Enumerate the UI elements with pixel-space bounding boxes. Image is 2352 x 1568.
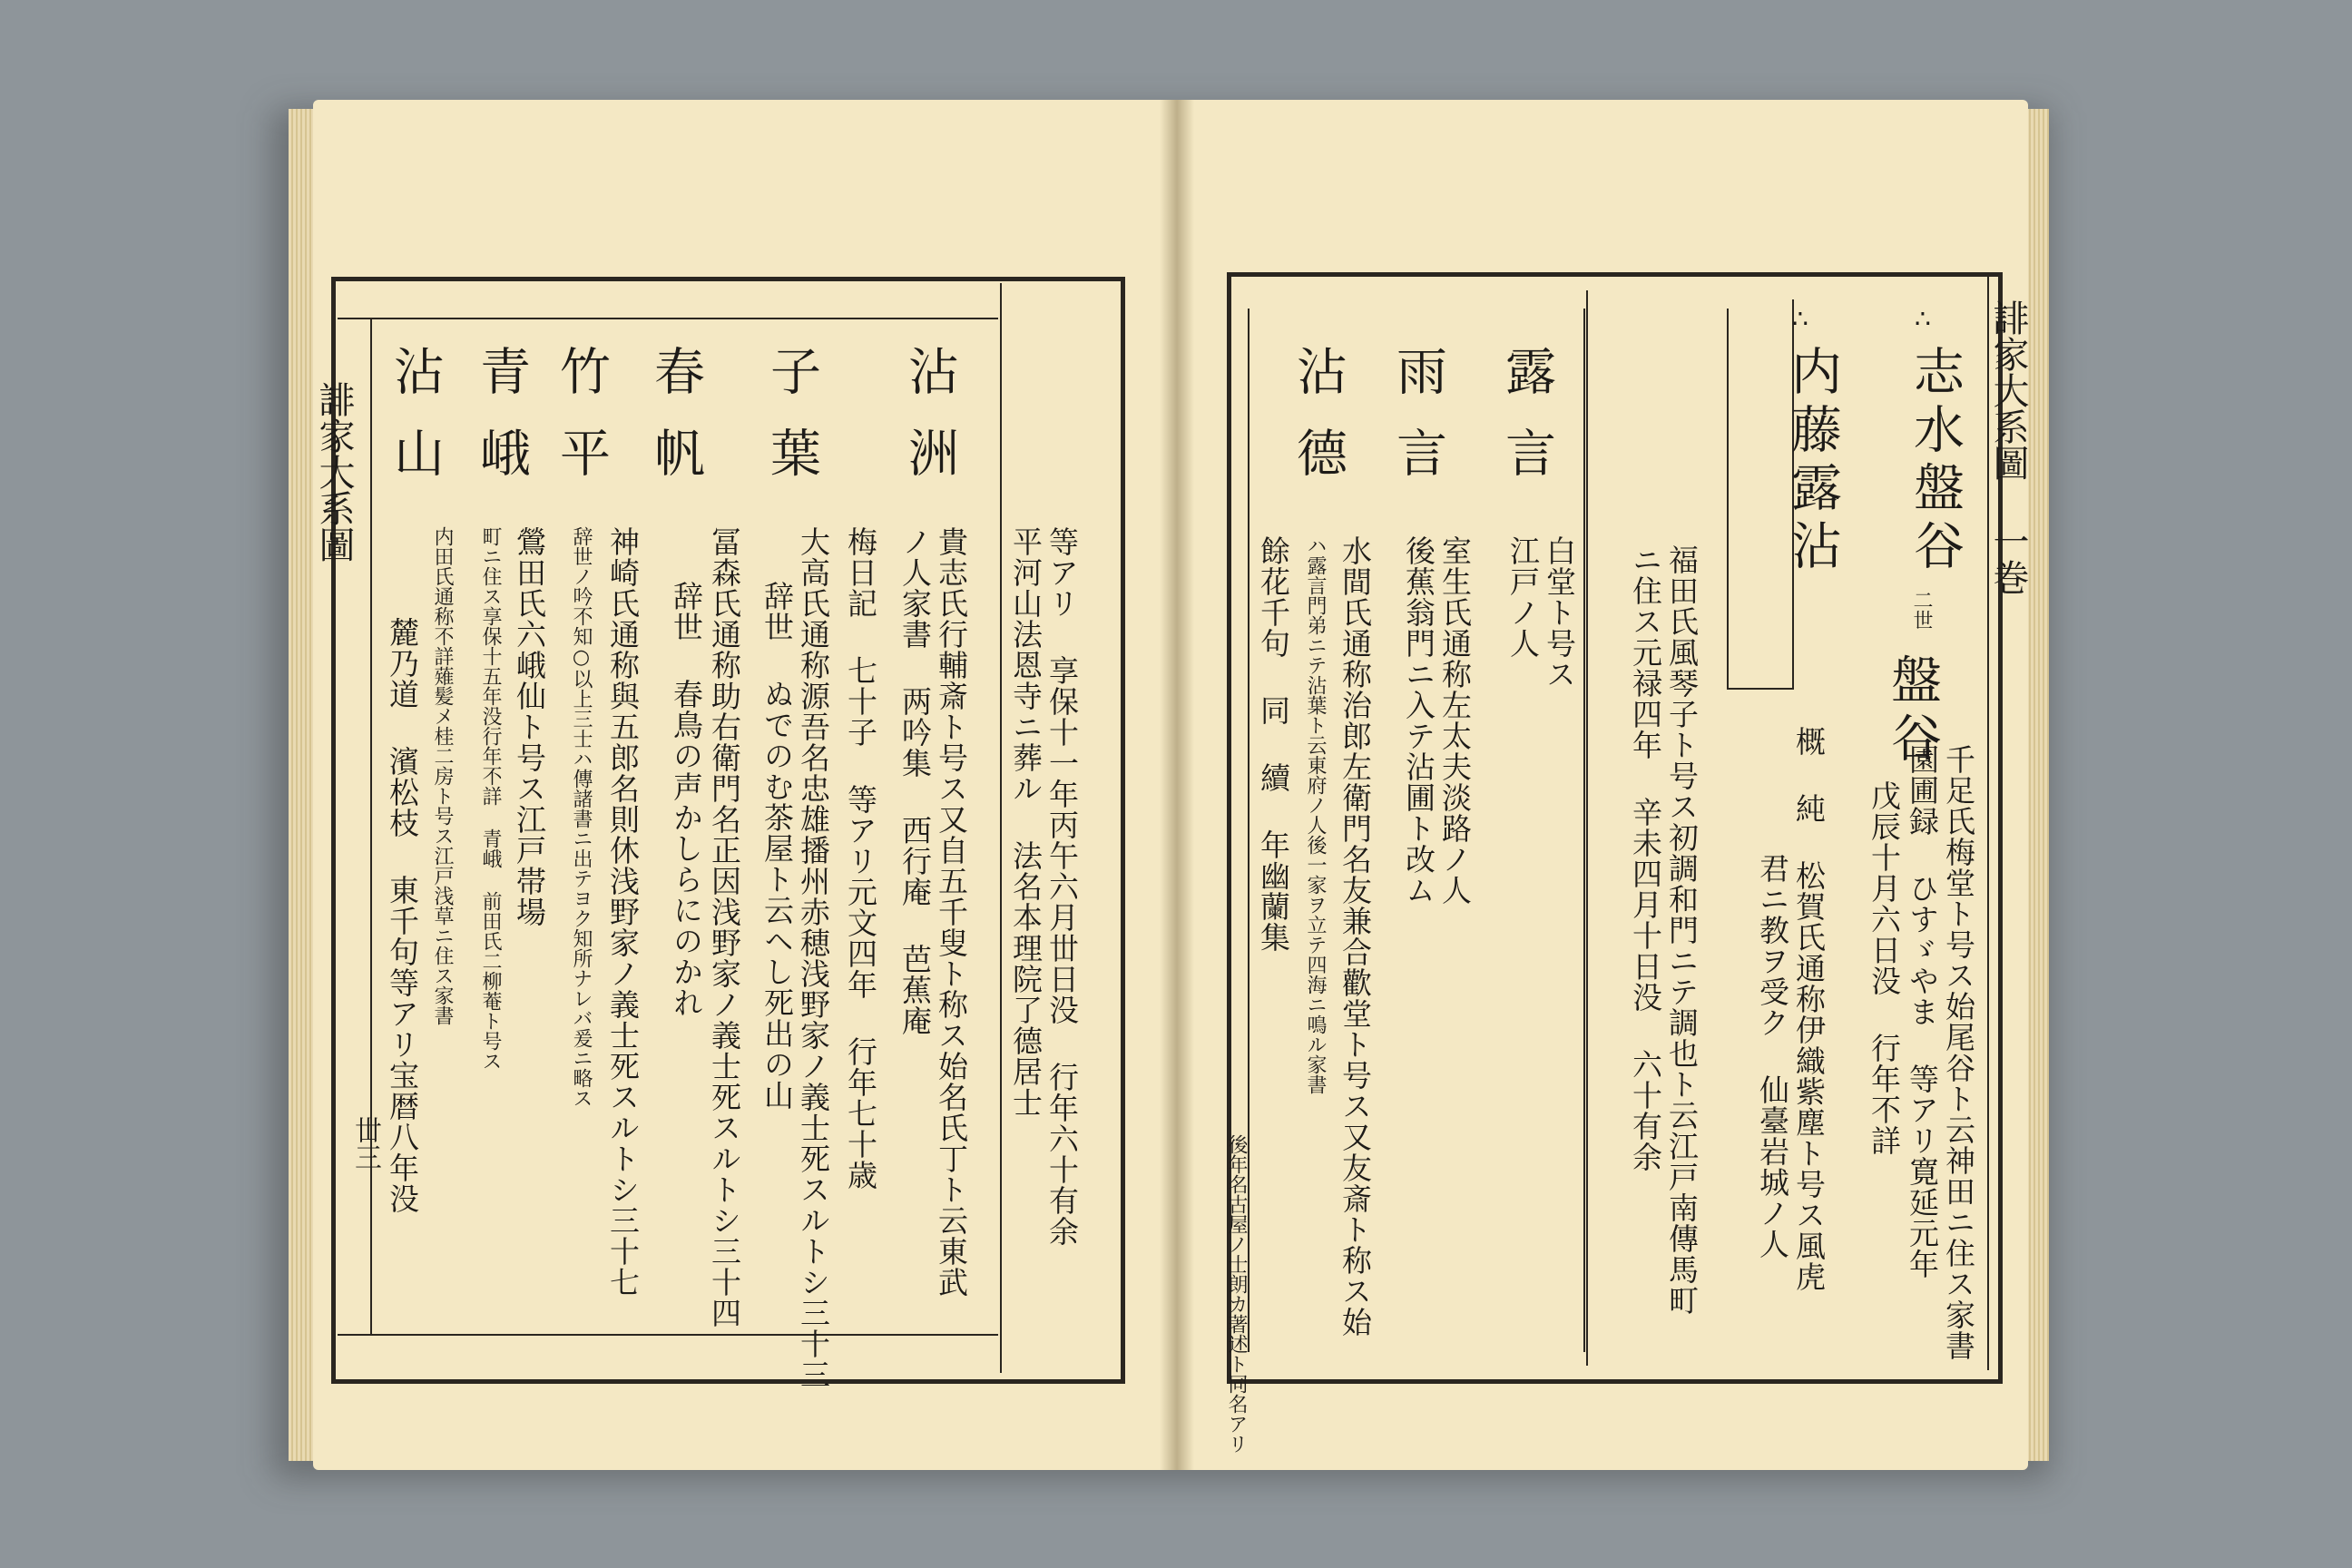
name-top: 春 xyxy=(646,345,705,403)
left-top-rule xyxy=(338,318,998,319)
entry-text: 貴志氏行輔斎ト号ス又自五千叟ト称ス始名氏丁ト云東武 xyxy=(934,526,969,1298)
name-top: 雨 xyxy=(1388,345,1447,403)
right-column-rule xyxy=(1586,290,1588,1366)
name-bottom: 平 xyxy=(552,426,611,485)
name-bottom: 帆 xyxy=(646,426,705,485)
entry-text: 辞世ノ吟不知○以上三士ハ傳諸書ニ出テヨク知所ナレバ爰ニ略ス xyxy=(570,526,593,1108)
left-inner-border xyxy=(1000,283,1002,1373)
name-bottom: 洲 xyxy=(900,426,959,485)
name-top: 竹 xyxy=(552,345,611,403)
entry-text: 水間氏通称治郎左衛門名友兼合歡堂ト号ス又友斎ト称ス始 xyxy=(1338,535,1373,1338)
entry-text: 戊辰十月六日没 行年不詳 xyxy=(1867,780,1902,1156)
name-bottom: 言 xyxy=(1388,426,1447,485)
name-bottom: 德 xyxy=(1289,426,1348,485)
entry-text: ニ住ス元禄四年 辛未四月十日没 六十有余 xyxy=(1628,544,1663,1172)
entry-text: 辞世 春鳥の声かしらにのかれ xyxy=(669,581,704,1018)
header-name-2: 内藤露沾 xyxy=(1783,345,1842,577)
dot-mark: ∴ xyxy=(1792,304,1808,334)
dot-mark: ∴ xyxy=(1915,304,1931,334)
right-name-box-base xyxy=(1729,688,1792,690)
entry-text: 江戸ノ人 xyxy=(1505,535,1541,659)
left-folio: 丗三 xyxy=(349,1116,381,1171)
left-bottom-rule xyxy=(338,1334,998,1336)
entry-text: 鶯田氏六峨仙ト号ス江戸帯場 xyxy=(512,526,547,927)
name-top: 青 xyxy=(472,345,531,403)
entry-text: 神崎氏通称與五郎名則休浅野家ノ義士死スルトシ三十七 xyxy=(605,526,641,1298)
entry-text: 冨森氏通称助右衛門名正因浅野家ノ義士死スルトシ三十四 xyxy=(707,526,742,1328)
entry-text: 等アリ 享保十一年丙午六月丗日没 行年六十有余 xyxy=(1044,526,1080,1247)
entry-text: 餘花千句 同 續 年幽蘭集 xyxy=(1256,535,1291,953)
entry-text: 園圃録 ひすゞやま 等アリ寛延元年 xyxy=(1905,744,1940,1279)
entry-text: 辞世 ぬでのむ茶屋ト云ヘし死出の山 xyxy=(760,581,795,1111)
entry-text: 後年名古屋ノ士朗カ著述ト同名アリ xyxy=(1225,1134,1248,1454)
entry-text: 君ニ教ヲ受ク 仙臺岩城ノ人 xyxy=(1755,853,1790,1259)
entry-text: 後蕉翁門ニ入テ沾圃ト改ム xyxy=(1401,535,1436,906)
left-inner-border-2 xyxy=(370,318,372,1334)
header-generation: 二世 xyxy=(1910,590,1933,630)
name-bottom: 山 xyxy=(386,426,445,485)
left-vertical-title: 誹家大系圖 xyxy=(313,381,355,563)
entry-text: 梅日記 七十子 等アリ元文四年 行年七十歳 xyxy=(843,526,878,1191)
name-top: 沾 xyxy=(1289,345,1348,403)
name-bottom: 葉 xyxy=(762,426,821,485)
entry-text: 平河山法恩寺ニ葬ル 法名本理院了德居士 xyxy=(1008,526,1044,1118)
name-bottom: 言 xyxy=(1497,426,1556,485)
entry-text: 千足氏梅堂ト号ス始尾谷ト云神田ニ住ス家書 xyxy=(1941,744,1976,1361)
entry-text: 町ニ住ス享保十五年没行年不詳 青峨 前田氏二柳菴ト号ス xyxy=(479,526,502,1071)
entry-text: 大高氏通称源吾名忠雄播州赤穂浅野家ノ義士死スルトシ三十三 xyxy=(796,526,831,1390)
right-inner-rule-2 xyxy=(1248,309,1250,1352)
entry-text: 概 純 松賀氏通称伊織紫塵ト号ス風虎 xyxy=(1791,726,1827,1292)
page-edge-left xyxy=(289,109,316,1461)
right-vertical-title: 誹家大系圖 一巻 xyxy=(1987,299,2029,595)
name-top: 沾 xyxy=(386,345,445,403)
header-name-1: 志水盤谷 xyxy=(1906,345,1965,577)
entry-text: 麓乃道 濱松枝 東千句等アリ宝暦八年没 xyxy=(385,617,420,1214)
name-top: 沾 xyxy=(900,345,959,403)
entry-text: 福田氏風琴子ト号ス初調和門ニテ調也ト云江戸南傳馬町 xyxy=(1664,544,1700,1316)
name-top: 露 xyxy=(1497,345,1556,403)
entry-text: 室生氏通称左太夫淡路ノ人 xyxy=(1437,535,1473,906)
name-top: 子 xyxy=(762,345,821,403)
entry-text: 内田氏通称不詳薙髪メ桂二房ト号ス江戸浅草ニ住ス家書 xyxy=(431,526,454,1025)
right-name-box-rule xyxy=(1727,309,1729,690)
book-gutter xyxy=(1160,100,1194,1470)
right-inner-rule xyxy=(1583,309,1585,1352)
entry-text: ハ露言門弟ニテ沾葉ト云東府ノ人後一家ヲ立テ四海ニ鳴ル家書 xyxy=(1304,535,1327,1094)
header-name-1b: 盤谷 xyxy=(1883,653,1942,769)
entry-text: ノ人家書 两吟集 西行庵 芭蕉庵 xyxy=(897,526,933,1036)
entry-text: 白堂ト号ス xyxy=(1542,535,1577,690)
name-bottom: 峨 xyxy=(472,426,531,485)
